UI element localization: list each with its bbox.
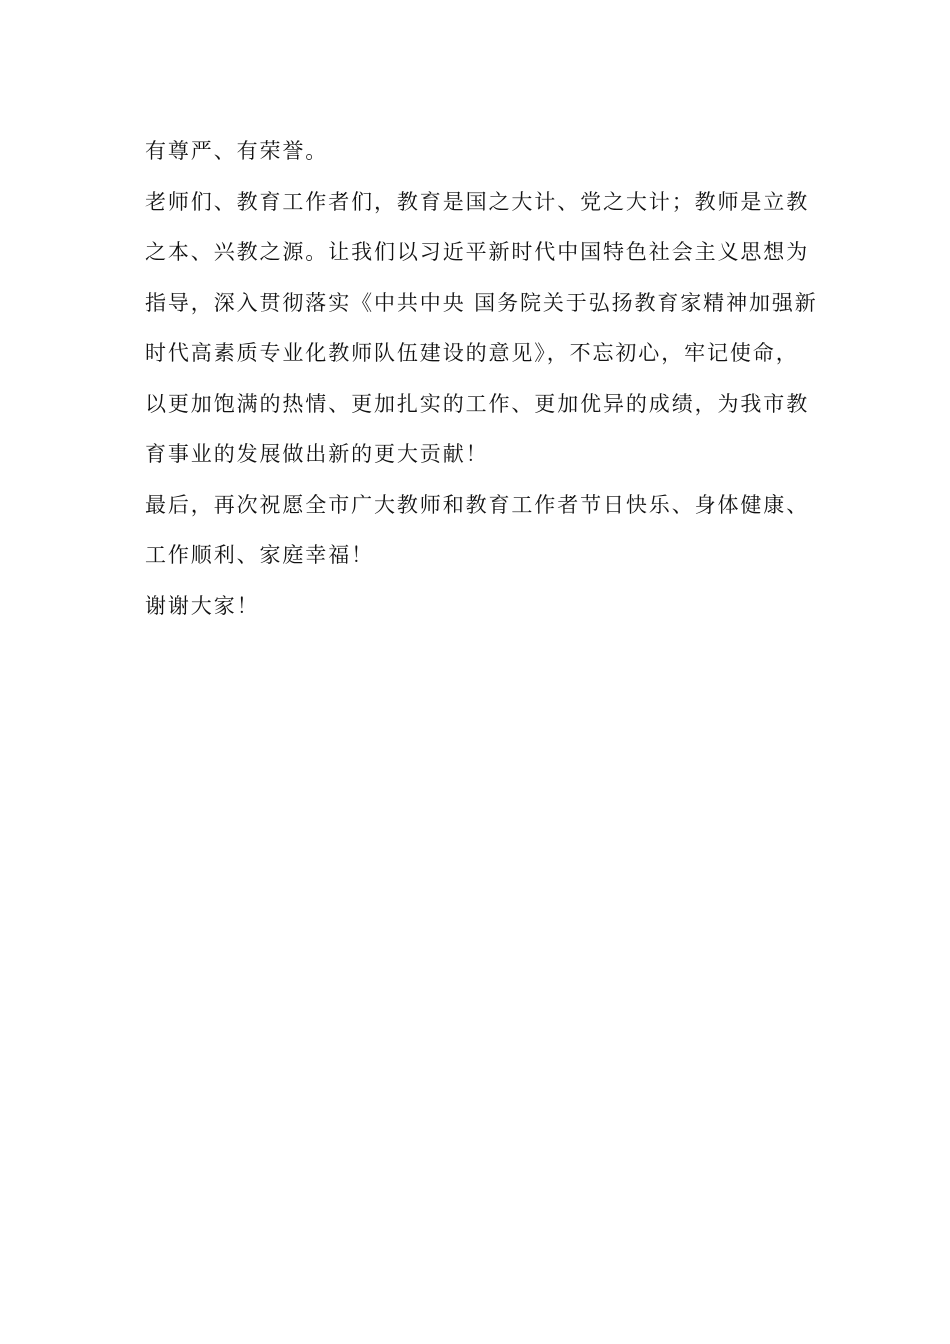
text-line: 谢谢大家！ bbox=[145, 593, 260, 618]
text-line: 育事业的发展做出新的更大贡献！ bbox=[145, 442, 489, 466]
text-line: 指导，深入贯彻落实《中共中央 国务院关于弘扬教育家精神加强新 bbox=[145, 290, 818, 315]
text-line: 之本、兴教之源。让我们以习近平新时代中国特色社会主义思想为 bbox=[145, 240, 810, 264]
text-line: 时代高素质专业化教师队伍建设的意见》，不忘初心，牢记使命， bbox=[145, 341, 799, 365]
text-line: 老师们、教育工作者们，教育是国之大计、党之大计；教师是立教 bbox=[145, 189, 810, 214]
text-line: 工作顺利、家庭幸福！ bbox=[145, 543, 374, 567]
text-line: 最后，再次祝愿全市广大教师和教育工作者节日快乐、身体健康、 bbox=[145, 492, 810, 517]
text-line: 以更加饱满的热情、更加扎实的工作、更加优异的成绩，为我市教 bbox=[145, 391, 810, 416]
text-line: 有尊严、有荣誉。 bbox=[145, 139, 329, 163]
document-body bbox=[145, 132, 825, 637]
